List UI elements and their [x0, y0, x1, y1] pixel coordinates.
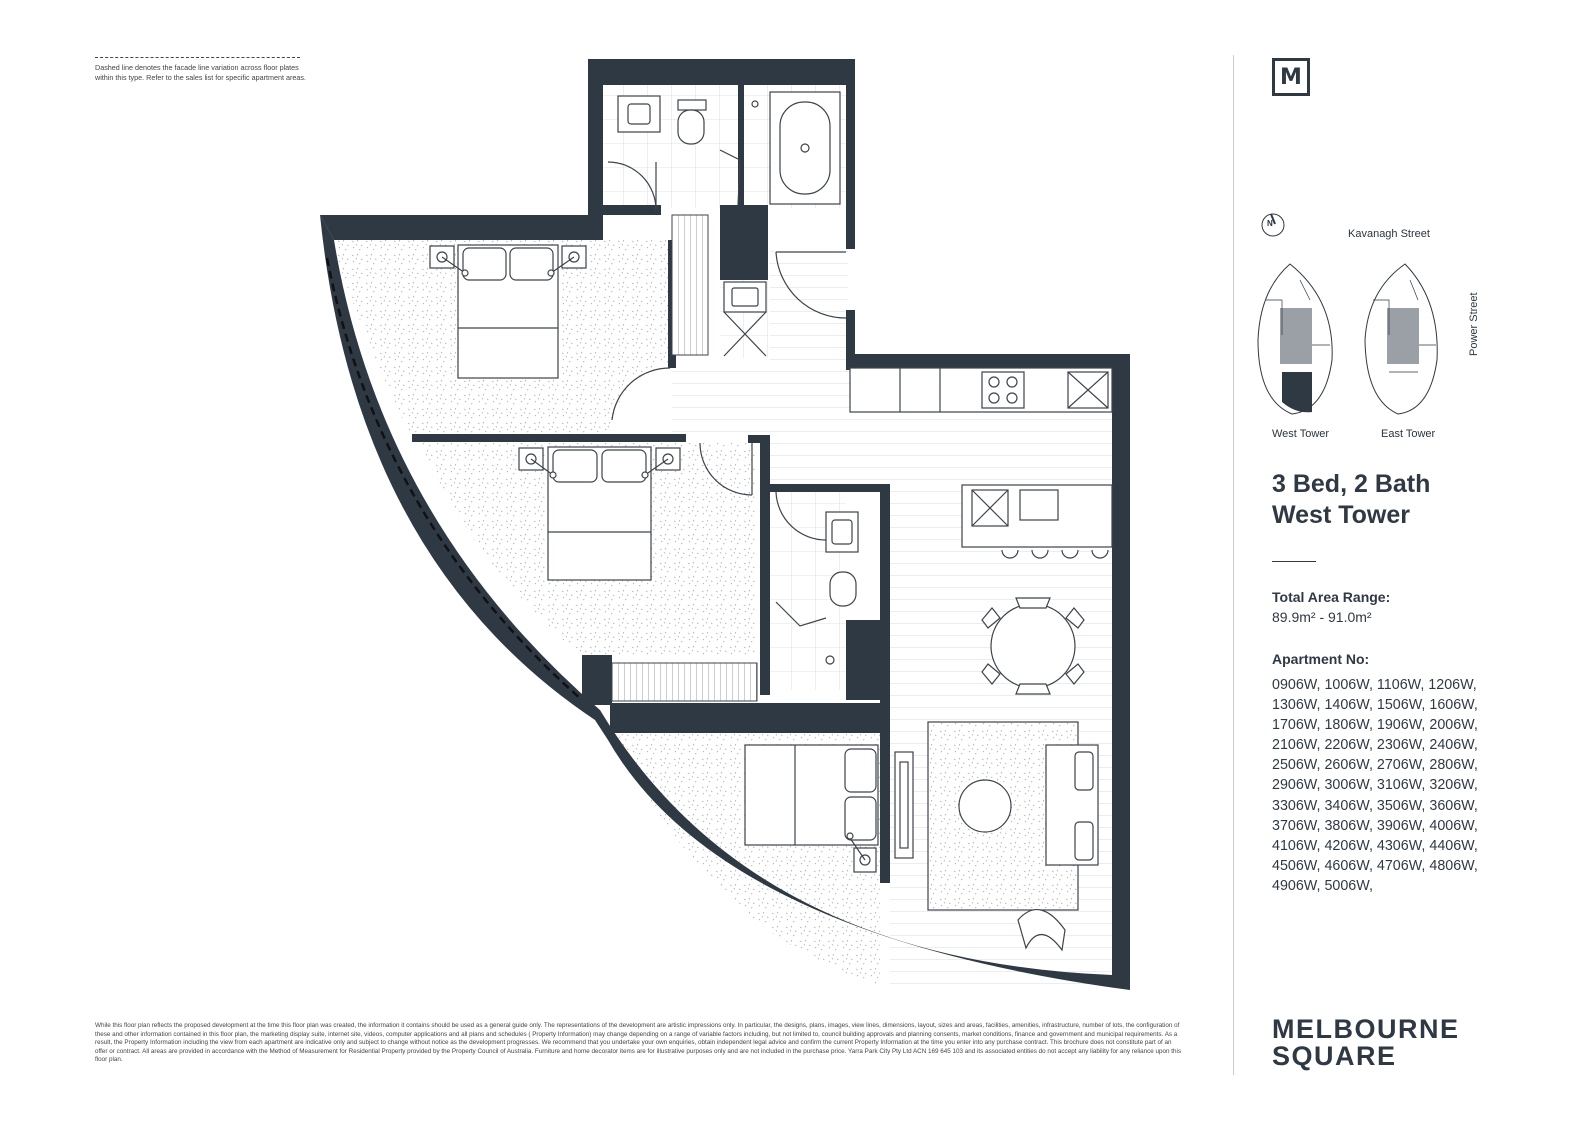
logo-letter: M [1280, 64, 1302, 90]
west-tower-label: West Tower [1272, 428, 1330, 440]
north-label: N [1267, 219, 1273, 228]
area-label: Total Area Range: [1272, 589, 1391, 605]
kavanagh-street-label: Kavanagh Street [1348, 228, 1430, 240]
brand-line-1: MELBOURNE [1272, 1014, 1460, 1044]
key-plan [1258, 214, 1437, 414]
bedroom-2-robe [612, 663, 757, 701]
apartment-number-list: 0906W, 1006W, 1106W, 1206W, 1306W, 1406W, 1506W, 1606W, 1706W, 1806W, 1906W, 2006W, 2106W, 2206W, 2306W, 2406W, 2506W, 2606W, 2706W, 2806W, 2906W, 3006W, 3106W, 3206W, 3306W, 3406W, 3506W, 3606W, 3706W, 3806W, 3906W, 4006W, 4106W, 4206W, 4306W, 4406W, 4506W, 4606W, 4706W, 4806W, 4906W, 5006W, [1272, 677, 1478, 894]
brand-line-2: SQUARE [1272, 1041, 1397, 1071]
facade-note-text: Dashed line denotes the facade line variation across floor plates within this type. Refer to the sales list for specific apartment areas. [95, 63, 306, 82]
apartment-no-label: Apartment No: [1272, 651, 1370, 667]
apartment-title [1272, 469, 1572, 531]
melbourne-square-logo [1272, 58, 1310, 96]
panel-divider [1233, 55, 1234, 1075]
east-tower-label: East Tower [1381, 428, 1436, 440]
brand-wordmark [1272, 1016, 1460, 1070]
title-rule [1272, 561, 1316, 562]
power-street-label: Power Street [1468, 292, 1480, 356]
bedroom-1-robe [672, 215, 708, 355]
apartment-type: 3 Bed, 2 Bath [1272, 470, 1431, 498]
disclaimer-text: While this floor plan reflects the proposed development at the time this floor plan was created, the information it contains should be used as a general guide only. The representations of the development are artistic impressions only. In particular, the designs, plans, images, view lines, dimensions, layout, sizes and areas, facilities, amenities, infrastructure, number of lots, the configuration of these and other information contained in this floor plan, the marketing display suite, internet site, videos, computer applications and all plans and schedules ( Property Information) may change depending on a range of variable factors including, but not limited to, council building approvals and planning consents, market conditions, finance and government and municipal requirements. As a result, the Property Information including the view from each apartment are indicative only and subject to change without notice as the development progresses. We recommend that you undertake your own enquiries, obtain independent legal advice and confirm the current Property Information at the time you enter into any purchase contract. This brochure does not constitute part of an offer or contract. All areas are provided in accordance with the Method of Measurement for Residential Property provided by the Property Council of Australia. Furniture and home decorator items are for illustrative purposes only and are not included in the purchase price. Yarra Park City Pty Ltd ACN 169 645 103 and its associated entities do not accept any liability for any reliance upon this floor plan. [95, 1022, 1182, 1063]
area-value: 89.9m² - 91.0m² [1272, 609, 1372, 625]
apartment-tower: West Tower [1272, 501, 1410, 529]
entry-floor [770, 250, 848, 368]
